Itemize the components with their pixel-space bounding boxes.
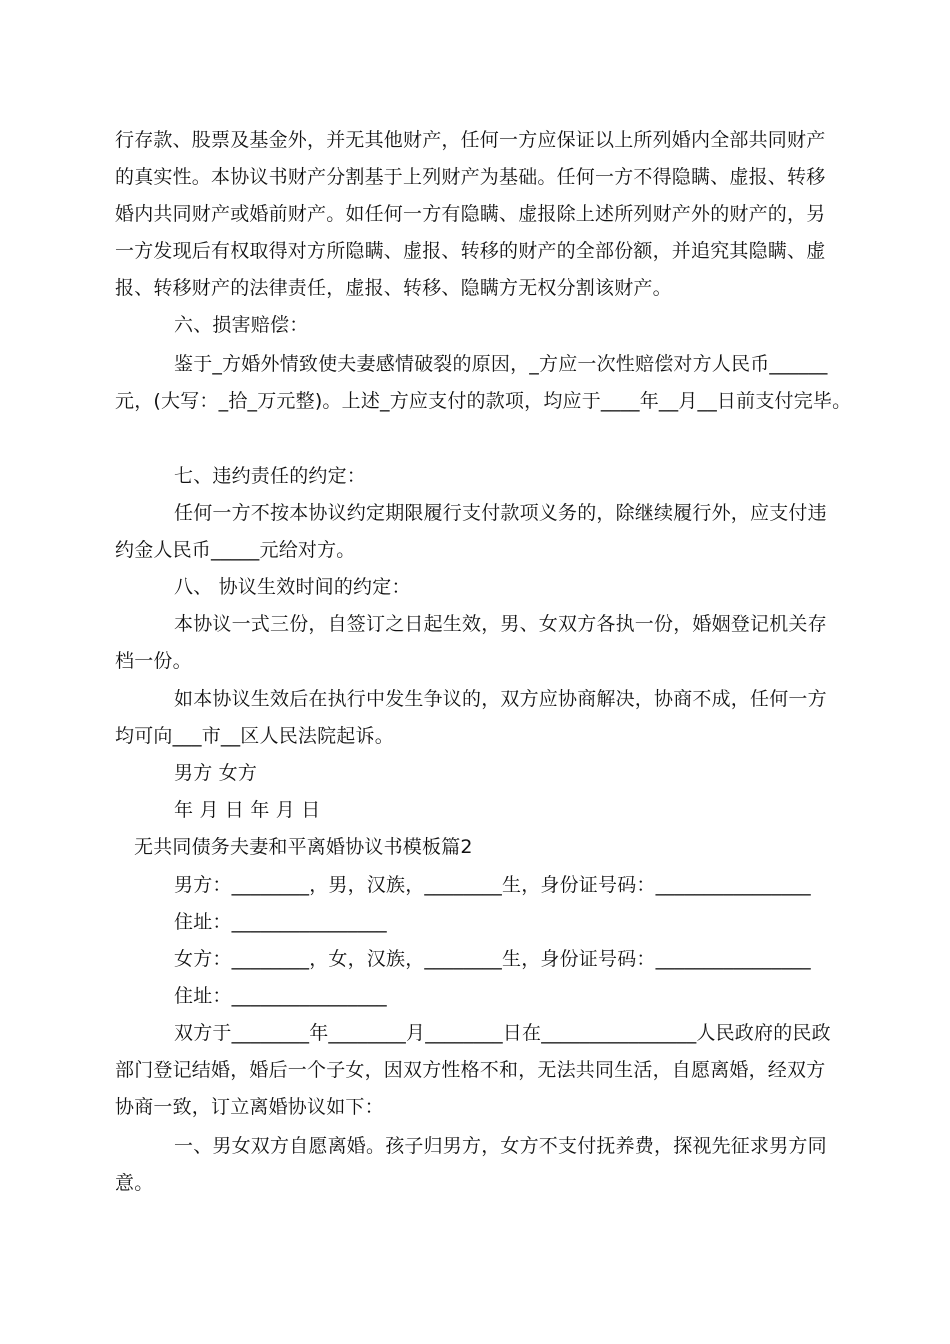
body-line: 一方发现后有权取得对方所隐瞒、虚报、转移的财产的全部份额，并追究其隐瞒、虚 bbox=[115, 240, 826, 262]
body-line: 元，(大写：_拾_万元整)。上述_方应支付的款项，均应于____年__月__日前支付完毕。 bbox=[115, 390, 852, 412]
template-title: 无共同债务夫妻和平离婚协议书模板篇2 bbox=[134, 836, 473, 858]
body-line: 档一份。 bbox=[115, 650, 192, 672]
signature-line: 男方 女方 bbox=[174, 762, 258, 784]
section-heading: 七、违约责任的约定： bbox=[174, 465, 367, 487]
body-line: 约金人民币_____元给对方。 bbox=[115, 539, 356, 561]
section-heading: 八、 协议生效时间的约定： bbox=[174, 576, 411, 598]
body-line: 男方：________，男，汉族，________生，身份证号码：________________ bbox=[174, 874, 811, 896]
body-line: 鉴于_方婚外情致使夫妻感情破裂的原因，_方应一次性赔偿对方人民币______ bbox=[174, 353, 828, 375]
body-line: 婚内共同财产或婚前财产。如任何一方有隐瞒、虚报除上述所列财产外的财产的，另 bbox=[115, 203, 826, 225]
date-line: 年 月 日 年 月 日 bbox=[174, 799, 321, 821]
body-line: 行存款、股票及基金外，并无其他财产，任何一方应保证以上所列婚内全部共同财产 bbox=[115, 129, 826, 151]
body-line: 任何一方不按本协议约定期限履行支付款项义务的，除继续履行外，应支付违 bbox=[174, 502, 827, 524]
body-line: 部门登记结婚，婚后一个子女，因双方性格不和，无法共同生活，自愿离婚，经双方 bbox=[115, 1059, 826, 1081]
body-line: 如本协议生效后在执行中发生争议的，双方应协商解决，协商不成，任何一方 bbox=[174, 688, 827, 710]
body-line: 双方于________年________月________日在________________人民政府的民政 bbox=[174, 1022, 831, 1044]
section-heading: 六、损害赔偿： bbox=[174, 314, 309, 336]
body-line: 本协议一式三份，自签订之日起生效，男、女双方各执一份，婚姻登记机关存 bbox=[174, 613, 827, 635]
body-line: 住址：________________ bbox=[174, 911, 387, 933]
body-line: 意。 bbox=[115, 1172, 154, 1194]
body-line: 一、男女双方自愿离婚。孩子归男方，女方不支付抚养费，探视先征求男方同 bbox=[174, 1135, 827, 1157]
body-line: 住址：________________ bbox=[174, 985, 387, 1007]
body-line: 报、转移财产的法律责任，虚报、转移、隐瞒方无权分割该财产。 bbox=[115, 277, 672, 299]
body-line: 的真实性。本协议书财产分割基于上列财产为基础。任何一方不得隐瞒、虚报、转移 bbox=[115, 166, 826, 188]
body-line: 协商一致，订立离婚协议如下： bbox=[115, 1096, 384, 1118]
body-line: 女方：________，女，汉族，________生，身份证号码：________________ bbox=[174, 948, 811, 970]
body-line: 均可向___市__区人民法院起诉。 bbox=[115, 725, 394, 747]
